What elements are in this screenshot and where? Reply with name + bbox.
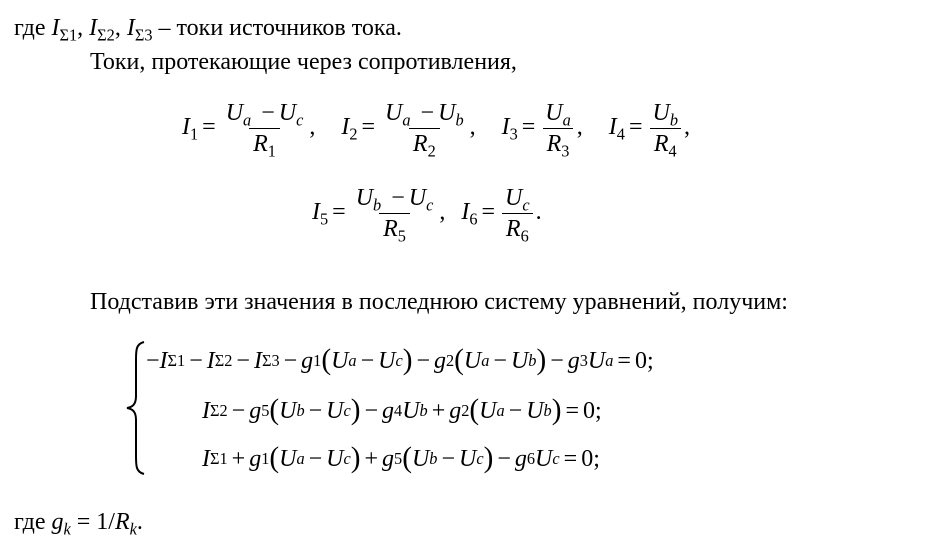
system-eq-1: − I Σ1 − I Σ2 − I Σ3 − g 1 ( U a − U c ) − g 2 ( U a − U b ) − g 3 U a = 0; bbox=[146, 344, 654, 376]
eq-I6: $I_6$ = $\frac{U_c}{R_6}$ . bbox=[461, 185, 542, 246]
currents-text bbox=[90, 50, 517, 74]
substitute-text bbox=[90, 290, 788, 314]
formula-row-2 bbox=[312, 185, 542, 246]
currents-text-span: Токи, протекающие через сопротивления, bbox=[90, 49, 517, 75]
system-eq-3: I Σ1 + g 1 ( U a − U c ) + g 5 ( U b − U c ) − g 6 U c = 0; bbox=[202, 442, 600, 474]
formula-row-1 bbox=[182, 100, 690, 161]
eq-I3: $I_3$ = $\frac{U_a}{R_3}$ , bbox=[501, 100, 583, 161]
footer-end: . bbox=[136, 509, 143, 535]
intro-prefix: где bbox=[14, 15, 52, 41]
eq-I2: $I_2$ = $\frac{U_a - U_b}{R_2}$ , bbox=[341, 100, 476, 161]
system-eq-2: I Σ2 − g 5 ( U b − U c ) − g 4 U b + g 2 ( U a − U b ) = 0; bbox=[202, 394, 602, 426]
eq-I4: $I_4$ = $\frac{U_b}{R_4}$ , bbox=[608, 100, 690, 161]
footer-prefix: где bbox=[14, 509, 52, 535]
footer-line: где $g_k = 1/R_k$. bbox=[14, 509, 143, 539]
footer-mid: = 1/ bbox=[70, 509, 115, 535]
eq-I1: $I_1$ = $\frac{U_a - U_c}{R_1}$ , bbox=[182, 100, 316, 161]
intro-suffix: – токи источников тока. bbox=[152, 15, 402, 41]
intro-line: где $I_{\Sigma 1}$, $I_{\Sigma 2}$, $I_{\Sigma 3}$ – токи источников тока. bbox=[14, 15, 402, 45]
substitute-text-span: Подставив эти значения в последнюю систему уравнений, получим: bbox=[90, 289, 788, 315]
eq-I5: $I_5$ = $\frac{U_b - U_c}{R_5}$ , bbox=[312, 185, 446, 246]
system-brace bbox=[124, 340, 148, 476]
